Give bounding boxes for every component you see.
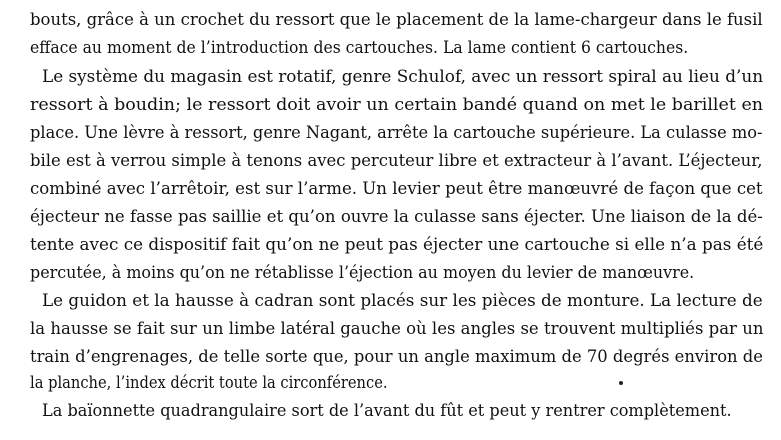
- text-line: la planche, l’index décrit toute la circonférence.: [30, 373, 388, 392]
- text-line: place. Une lèvre à ressort, genre Nagant, arrête la cartouche supérieure. La culasse mo-: [30, 123, 763, 142]
- text-line: efface au moment de l’introduction des cartouches. La lame contient 6 cartouches.: [30, 38, 689, 57]
- text-line: la hausse se fait sur un limbe latéral gauche où les angles se trouvent multipliés par un: [30, 319, 764, 338]
- ink-speck: [619, 381, 623, 385]
- text-line: Le système du magasin est rotatif, genre Schulof, avec un ressort spiral au lieu d’un: [42, 67, 764, 86]
- text-line: Le guidon et la hausse à cadran sont placés sur les pièces de monture. La lecture de: [42, 291, 763, 310]
- text-line: bouts, grâce à un crochet du ressort que le placement de la lame-chargeur dans le fusil: [30, 10, 763, 29]
- text-line: ressort à boudin; le ressort doit avoir un certain bandé quand on met le barillet en: [30, 95, 764, 114]
- text-line: train d’engrenages, de telle sorte que, pour un angle maximum de 70 degrés environ de: [30, 347, 763, 366]
- text-line: bile est à verrou simple à tenons avec percuteur libre et extracteur à l’avant. L’éjecteur,: [30, 151, 763, 170]
- text-line: éjecteur ne fasse pas saillie et qu’on ouvre la culasse sans éjecter. Une liaison de la dé-: [30, 207, 763, 226]
- text-line: tente avec ce dispositif fait qu’on ne peut pas éjecter une cartouche si elle n’a pas été: [30, 235, 764, 254]
- text-line: combiné avec l’arrêtoir, est sur l’arme. Un levier peut être manœuvré de façon que cet: [30, 179, 763, 198]
- text-line: La baïonnette quadrangulaire sort de l’avant du fût et peut y rentrer complètement.: [42, 401, 732, 420]
- text-line: percutée, à moins qu’on ne rétablisse l’éjection au moyen du levier de manœuvre.: [30, 263, 695, 282]
